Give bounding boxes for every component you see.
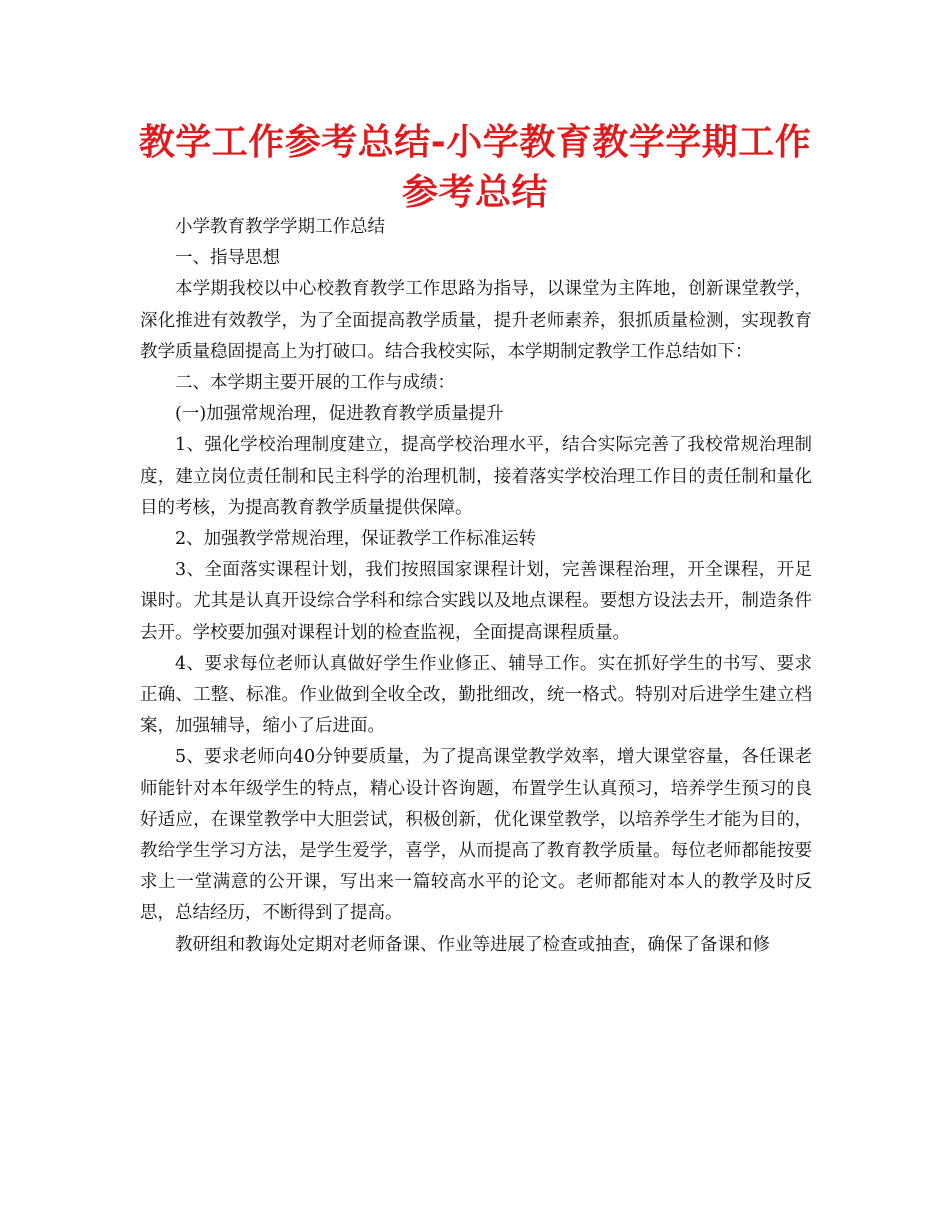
paragraph-item-5: 5、要求老师向40分钟要质量，为了提高课堂教学效率，增大课堂容量，各任课老师能针对本年级学生的特点，精心设计咨询题，布置学生认真预习，培养学生预习的良好适应，在课堂教学中大胆尝试，积极创新，优化课堂教学，以培养学生才能为目的，教给学生学习方法，是学生爱学，喜学，从而提高了教育教学质量。每位老师都能按要求上一堂满意的公开课，写出来一篇较高水平的论文。老师都能对本人的教学及时反思，总结经历，不断得到了提高。 <box>140 747 812 924</box>
paragraph-item-2: 2、加强教学常规治理，保证教学工作标准运转 <box>175 529 537 550</box>
document-title: 教学工作参考总结-小学教育教学学期工作参考总结 <box>138 122 812 213</box>
paragraph-item-1: 1、强化学校治理制度建立，提高学校治理水平，结合实际完善了我校常规治理制度，建立岗位责任制和民主科学的治理机制，接着落实学校治理工作目的责任制和量化目的考核，为提高教育教学质量提供保障。 <box>140 435 812 518</box>
paragraph-subheading-routine-management: (一)加强常规治理，促进教育教学质量提升 <box>175 404 504 425</box>
paragraph-teaching-research: 教研组和教诲处定期对老师备课、作业等进展了检查或抽查，确保了备课和修 <box>175 934 770 955</box>
document-body <box>140 212 812 961</box>
paragraph-heading-main-work: 二、本学期主要开展的工作与成绩： <box>175 373 455 394</box>
paragraph-subtitle: 小学教育教学学期工作总结 <box>175 217 385 237</box>
paragraph-heading-guiding-thought: 一、指导思想 <box>175 248 280 269</box>
paragraph-item-4: 4、要求每位老师认真做好学生作业修正、辅导工作。实在抓好学生的书写、要求正确、工整、标准。作业做到全收全改，勤批细改，统一格式。特别对后进学生建立档案，加强辅导，缩小了后进面。 <box>140 653 812 737</box>
paragraph-guiding-thought: 本学期我校以中心校教育教学工作思路为指导，以课堂为主阵地，创新课堂教学，深化推进有效教学，为了全面提高教学质量，提升老师素养，狠抓质量检测，实现教育教学质量稳固提高上为打破口。结合我校实际，本学期制定教学工作总结如下： <box>140 279 812 362</box>
paragraph-item-3: 3、全面落实课程计划，我们按照国家课程计划，完善课程治理，开全课程，开足课时。尤其是认真开设综合学科和综合实践以及地点课程。要想方设法去开，制造条件去开。学校要加强对课程计划的检查监视，全面提高课程质量。 <box>140 560 812 643</box>
